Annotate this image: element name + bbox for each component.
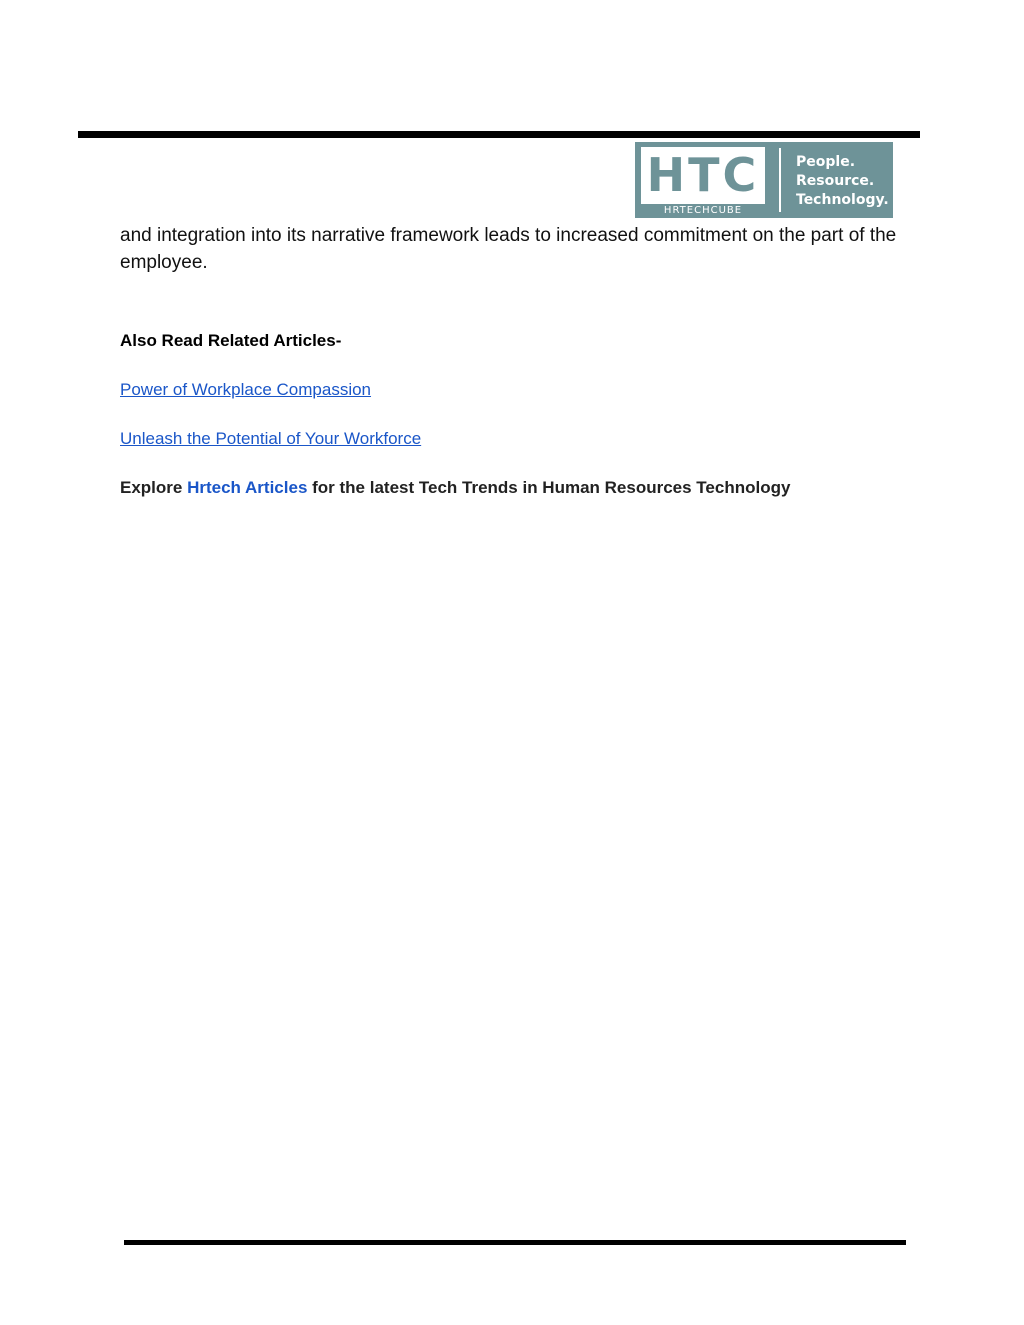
related-article-link[interactable]: Unleash the Potential of Your Workforce (120, 429, 422, 448)
logo-tagline-line: People. (796, 154, 856, 170)
header-rule (78, 131, 920, 138)
hrtechcube-logo (635, 142, 893, 218)
explore-suffix: for the latest Tech Trends in Human Resources Technology (307, 478, 791, 497)
logo-subtitle: HRTECHCUBE (663, 205, 743, 216)
explore-line (120, 477, 790, 499)
logo-mark-text: HTC (646, 148, 760, 202)
footer-rule (124, 1240, 906, 1245)
logo-tagline-line: Resource. (796, 173, 875, 189)
related-articles-heading: Also Read Related Articles- (120, 331, 342, 350)
logo-tagline (796, 153, 889, 210)
explore-prefix: Explore (120, 478, 188, 497)
logo-mark-box (641, 147, 765, 204)
body-paragraph: and integration into its narrative framework leads to increased commitment on the part of the employee. (120, 225, 897, 273)
related-article-link[interactable]: Power of Workplace Compassion (120, 380, 372, 399)
logo-tagline-line: Technology. (796, 192, 889, 208)
hrtech-articles-link[interactable]: Hrtech Articles (187, 478, 308, 497)
logo-divider (779, 148, 781, 212)
